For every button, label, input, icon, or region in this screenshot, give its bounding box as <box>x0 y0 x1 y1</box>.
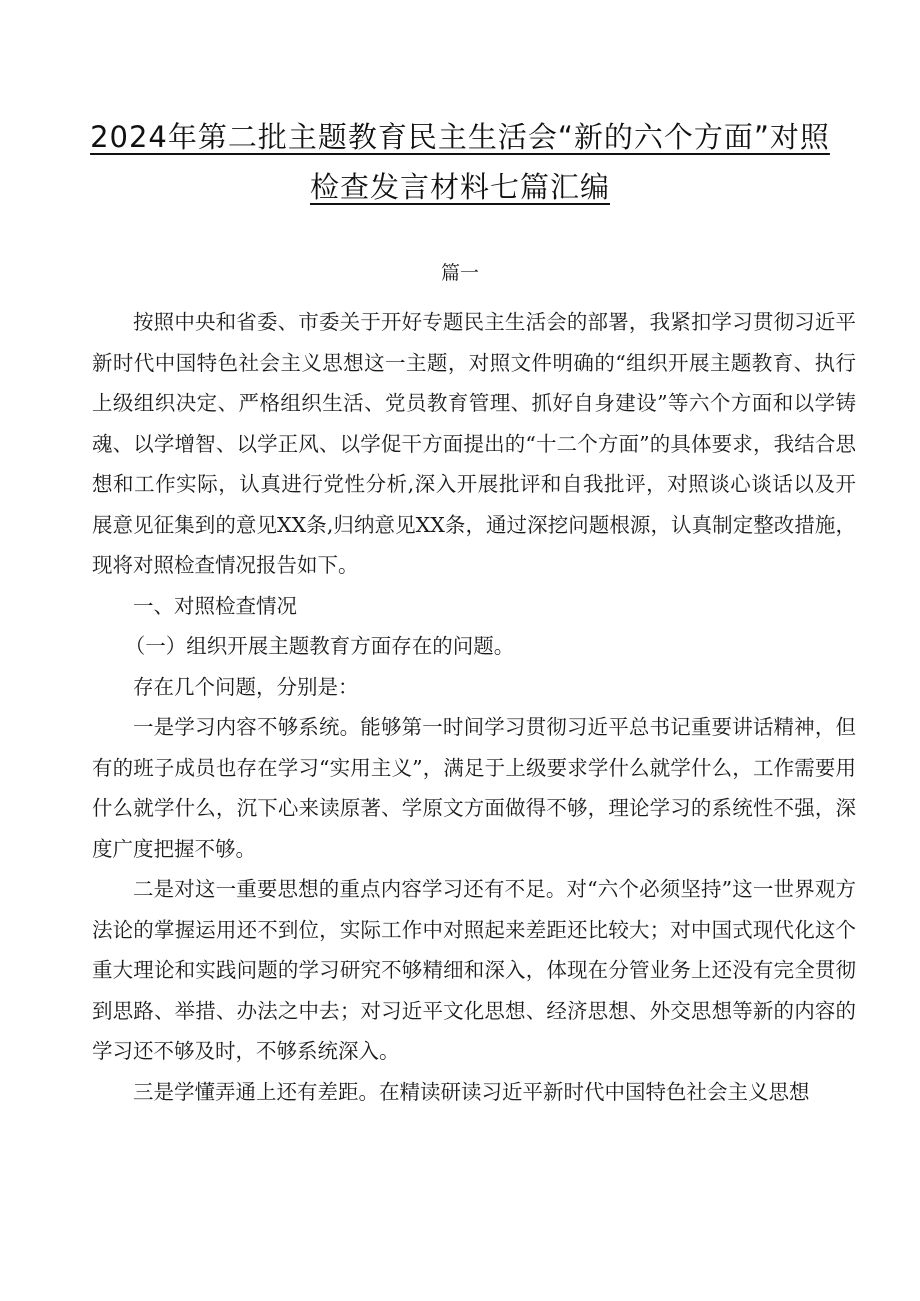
paragraph-problem-one: 一是学习内容不够系统。能够第一时间学习贯彻习近平总书记重要讲话精神，但有的班子成员也存在学习“实用主义”，满足于上级要求学什么就学什么，工作需要用什么就学什么，沉下心来读原著、学原文方面做得不够，理论学习的系统性不强，深度广度把握不够。 <box>92 715 856 861</box>
document-title-text: 2024年第二批主题教育民主生活会“新的六个方面”对照检查发言材料七篇汇编 <box>90 120 830 204</box>
paragraph-problem-three: 三是学懂弄通上还有差距。在精读研读习近平新时代中国特色社会主义思想 <box>133 1079 810 1104</box>
paragraph-problems-lead: 存在几个问题，分别是： <box>133 674 359 699</box>
paragraph-intro: 按照中央和省委、市委关于开好专题民主生活会的部署，我紧扣学习贯彻习近平新时代中国特色社会主义思想这一主题，对照文件明确的“组织开展主题教育、执行上级组织决定、严格组织生活、党员教育管理、抓好自身建设”等六个方面和以学铸魂、以学增智、以学正风、以学促干方面提出的“十二个方面”的具体要求，我结合思想和工作实际，认真进行党性分析,深入开展批评和自我批评，对照谈心谈话以及开展意见征集到的意见XX条,归纳意见XX条，通过深挖问题根源，认真制定整改措施，现将对照检查情况报告如下。 <box>92 310 856 577</box>
section-label: 篇一 <box>440 262 479 284</box>
subheading-one: （一）组织开展主题教育方面存在的问题。 <box>124 634 515 658</box>
document-title <box>80 112 840 212</box>
paragraph-problem-two: 二是对这一重要思想的重点内容学习还有不足。对“六个必须坚持”这一世界观方法论的掌握运用还不到位，实际工作中对照起来差距还比较大；对中国式现代化这个重大理论和实践问题的学习研究不够精细和深入，体现在分管业务上还没有完全贯彻到思路、举措、办法之中去；对习近平文化思想、经济思想、外交思想等新的内容的学习还不够及时，不够系统深入。 <box>92 877 856 1063</box>
document-body <box>92 302 856 1112</box>
heading-section-one: 一、对照检查情况 <box>133 593 297 618</box>
